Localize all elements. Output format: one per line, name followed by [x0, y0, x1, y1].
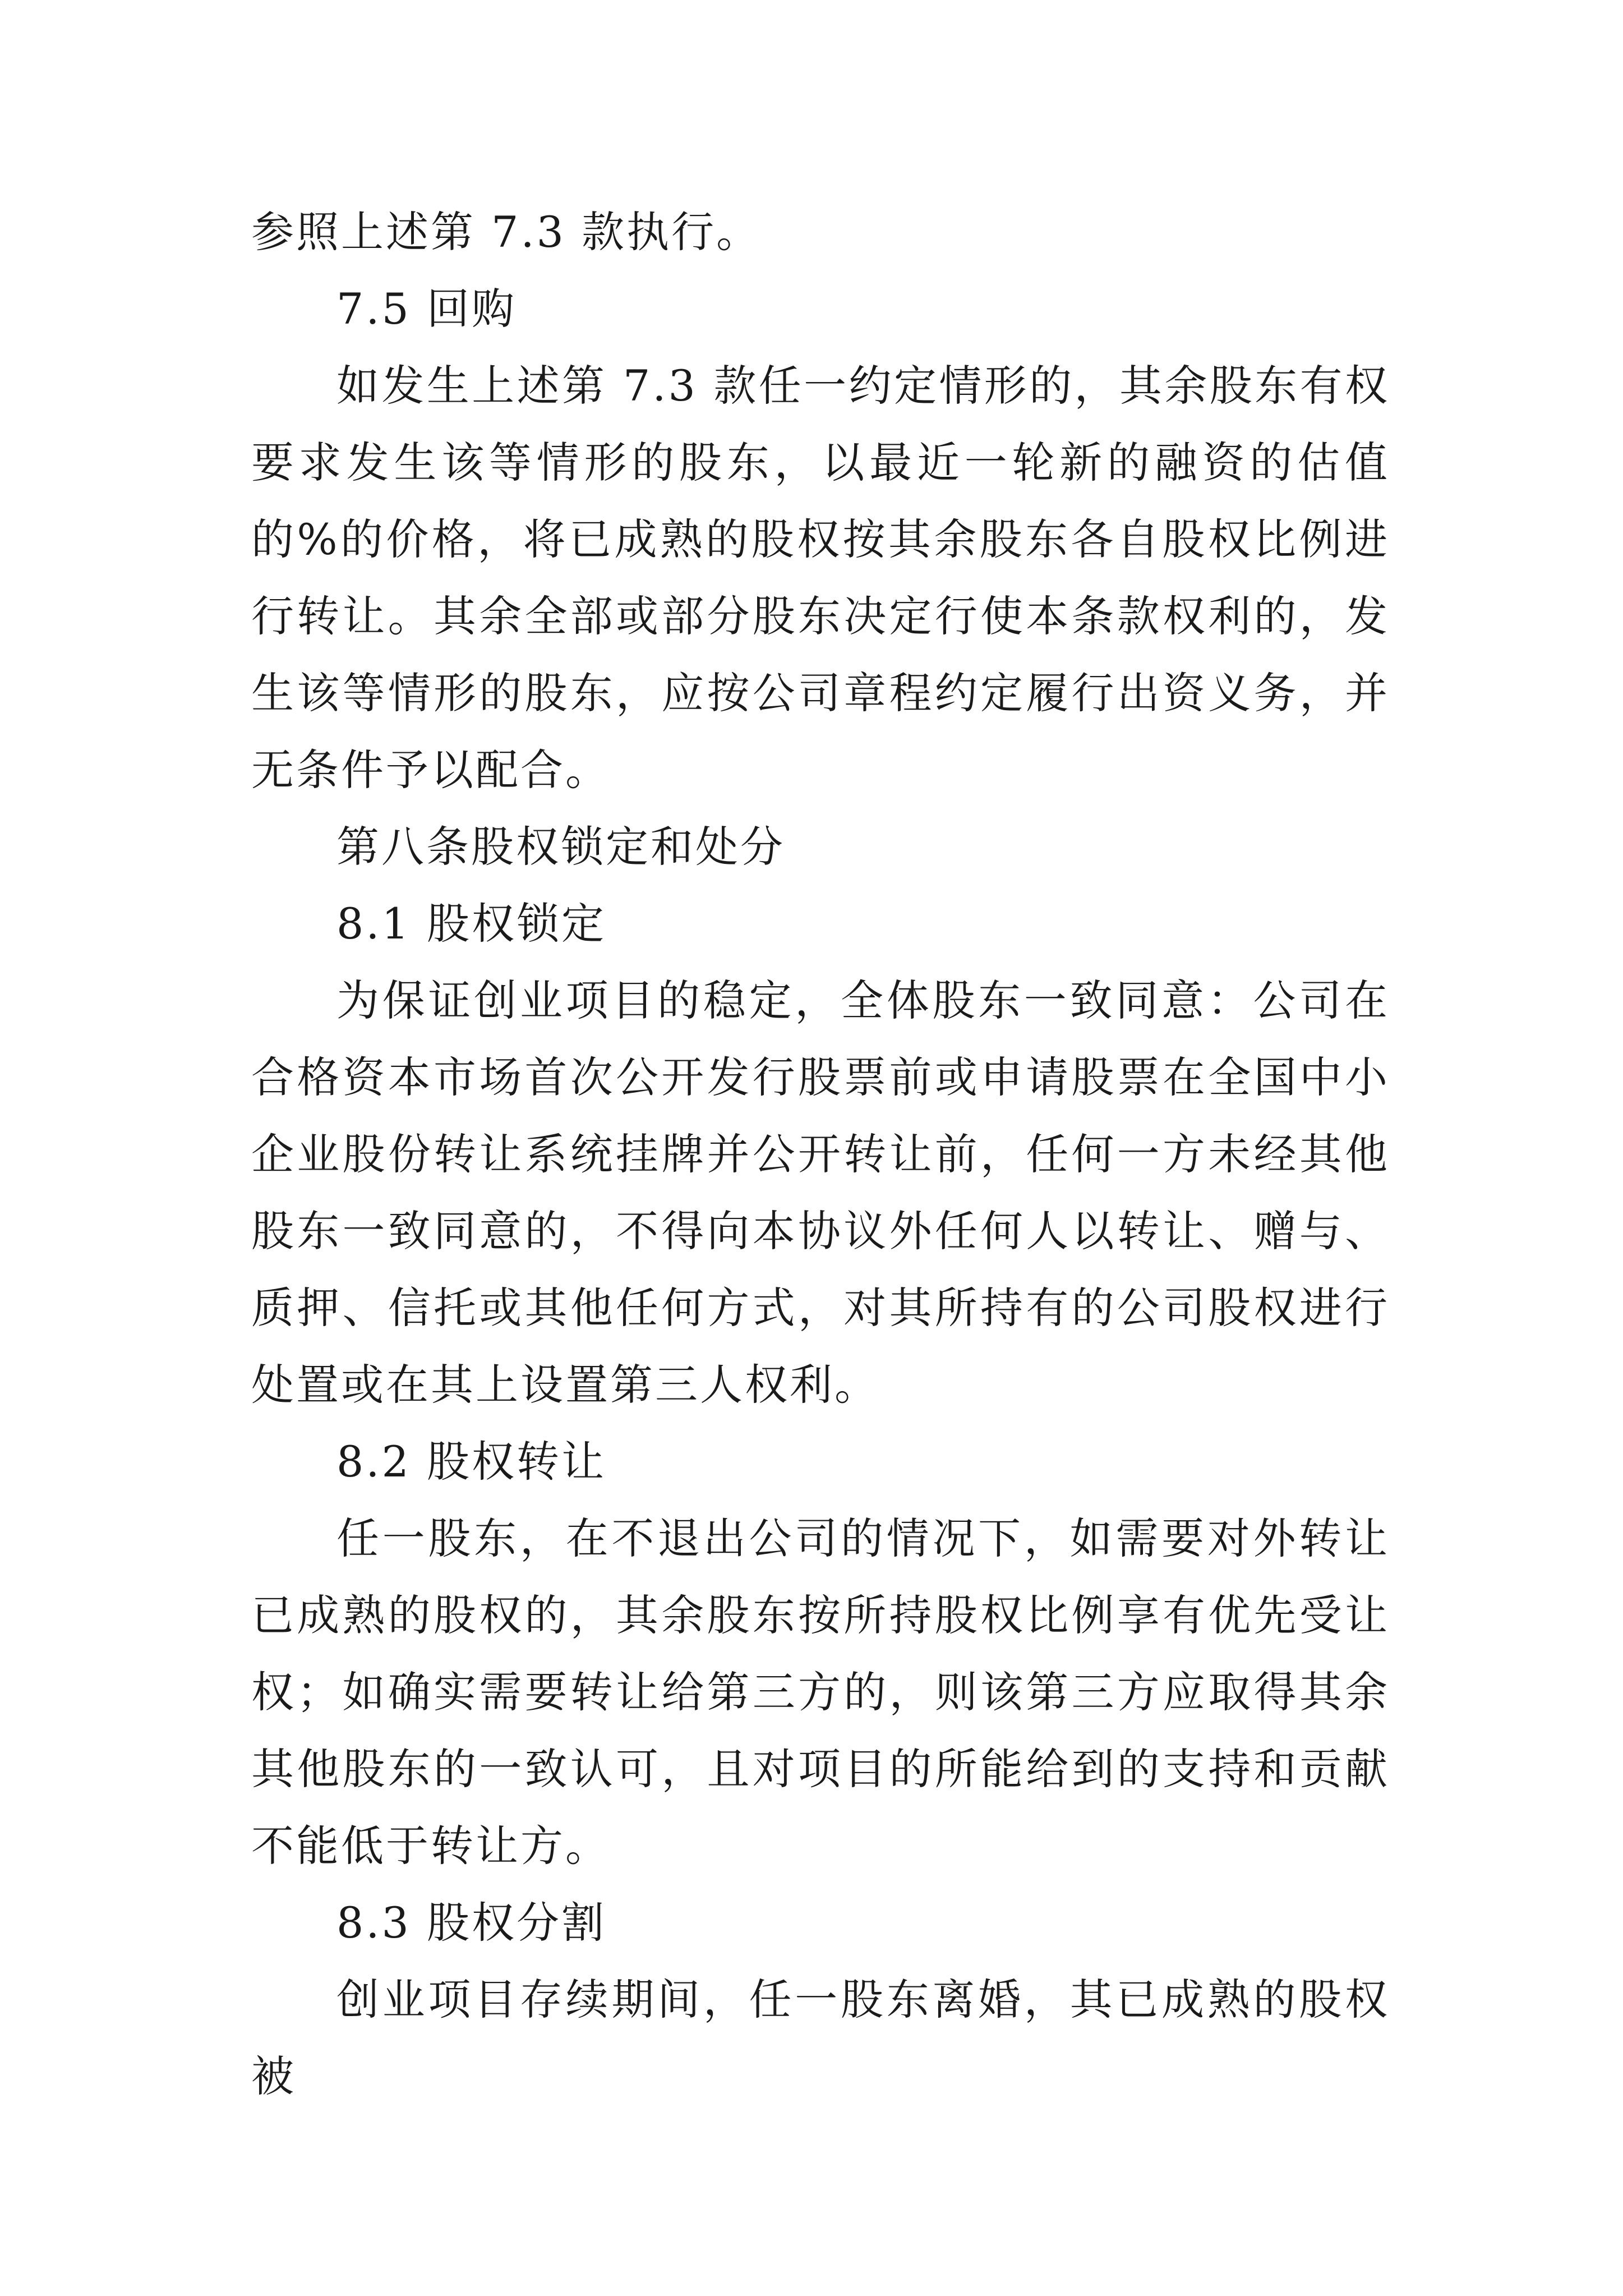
document-body [251, 194, 1390, 2115]
section-heading-8-3: 8.3 股权分割 [336, 1898, 607, 1948]
article-heading-8: 第八条股权锁定和处分 [336, 822, 785, 872]
paragraph-equity-division: 创业项目存续期间，任一股东离婚，其已成熟的股权被 [251, 1975, 1390, 2101]
paragraph-equity-transfer: 任一股东，在不退出公司的情况下，如需要对外转让已成熟的股权的，其余股东按所持股权比例享有优先受让权；如确实需要转让给第三方的，则该第三方应取得其余其他股东的一致认可，且对项目的所能给到的支持和贡献不能低于转让方。 [251, 1513, 1390, 1871]
paragraph-buyback: 如发生上述第 7.3 款任一约定情形的，其余股东有权要求发生该等情形的股东，以最近一轮新的融资的估值的%的价格，将已成熟的股权按其余股东各自股权比例进行转让。其余全部或部分股东决定行使本条款权利的，发生该等情形的股东，应按公司章程约定履行出资义务，并无条件予以配合。 [251, 361, 1390, 795]
section-heading-7-5: 7.5 回购 [336, 284, 517, 334]
paragraph-continuation: 参照上述第 7.3 款执行。 [251, 207, 762, 257]
section-heading-8-1: 8.1 股权锁定 [336, 899, 607, 949]
section-heading-8-2: 8.2 股权转让 [336, 1437, 607, 1487]
paragraph-equity-lock: 为保证创业项目的稳定，全体股东一致同意：公司在合格资本市场首次公开发行股票前或申请股票在全国中小企业股份转让系统挂牌并公开转让前，任何一方未经其他股东一致同意的，不得向本协议外任何人以转让、赠与、质押、信托或其他任何方式，对其所持有的公司股权进行处置或在其上设置第三人权利。 [251, 976, 1390, 1410]
